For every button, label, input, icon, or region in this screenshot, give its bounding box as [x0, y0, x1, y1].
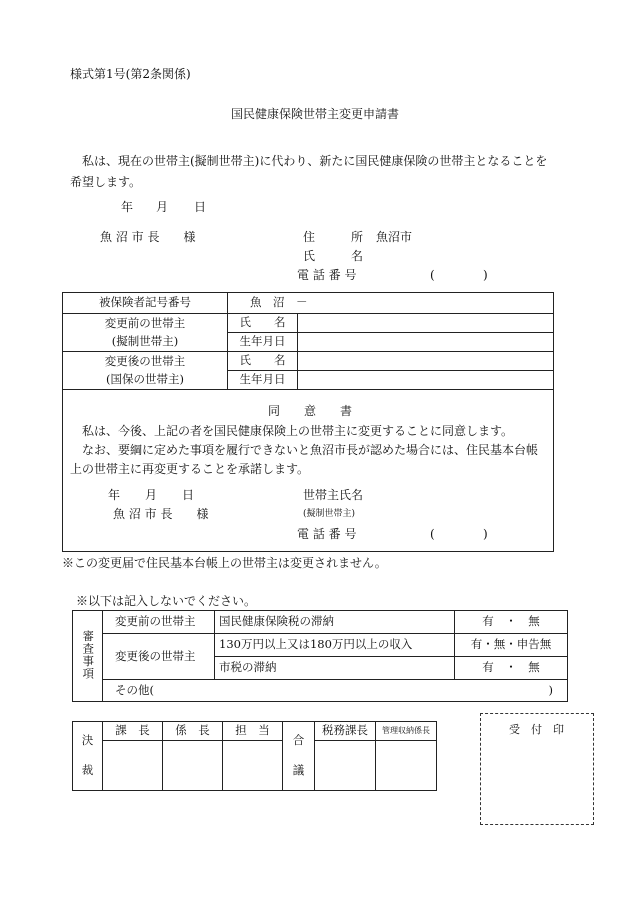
tax-division-chief-stamp[interactable] [315, 741, 376, 791]
tax-division-chief-header: 税務課長 [315, 722, 376, 741]
phone-label: 電 話 番 号 [297, 268, 357, 282]
date-day-label: 日 [194, 200, 207, 214]
insured-number-label: 被保険者記号番号 [63, 293, 228, 314]
consent-line-2: なお、要綱に定めた事項を履行できないと魚沼市長が認めた場合には、住民基本台帳 [82, 443, 539, 457]
subsection-chief-stamp[interactable] [163, 741, 223, 791]
consent-phone-label: 電 話 番 号 [297, 527, 357, 541]
insured-number-field[interactable]: 魚 沼 － [228, 293, 554, 314]
consent-line-3: 上の世帯主に再変更することを承諾します。 [70, 462, 310, 476]
staff-header: 担 当 [223, 722, 283, 741]
consent-phone-paren-close: ) [483, 527, 488, 541]
review-item-income: 130万円以上又は180万円以上の収入 [215, 634, 455, 657]
review-side-label: 審査事項 [73, 611, 103, 702]
before-birth-field[interactable] [298, 333, 554, 352]
review-item-city-tax: 市税の滞納 [215, 657, 455, 680]
after-birth-field[interactable] [298, 371, 554, 390]
section-chief-header: 課 長 [103, 722, 163, 741]
before-head-sublabel: (擬制世帯主) [63, 333, 228, 352]
insured-table [62, 292, 554, 390]
office-use-note: ※以下は記入しないでください。 [76, 594, 257, 608]
address-value: 魚沼市 [376, 230, 413, 244]
date-year-label: 年 [121, 200, 134, 214]
before-name-field[interactable] [298, 314, 554, 333]
name-label: 氏 名 [303, 249, 364, 263]
collection-chief-stamp[interactable] [376, 741, 437, 791]
before-head-label: 変更前の世帯主 [63, 314, 228, 333]
after-birth-label: 生年月日 [228, 371, 298, 390]
subsection-chief-header: 係 長 [163, 722, 223, 741]
approval-table [72, 721, 437, 791]
form-number: 様式第1号(第2条関係) [70, 67, 191, 81]
review-table [72, 610, 568, 702]
consent-day-label: 日 [182, 488, 195, 502]
review-other-close: ) [548, 683, 553, 697]
after-head-label: 変更後の世帯主 [63, 352, 228, 371]
review-item-tax-arrears: 国民健康保険税の滞納 [215, 611, 455, 634]
after-head-sublabel: (国保の世帯主) [63, 371, 228, 390]
staff-stamp[interactable] [223, 741, 283, 791]
review-item-income-options[interactable]: 有・無・申告無 [455, 634, 568, 657]
notice-text: ※この変更届で住民基本台帳上の世帯主は変更されません。 [62, 556, 387, 570]
intro-line-1: 私は、現在の世帯主(擬制世帯主)に代わり、新たに国民健康保険の世帯主となることを [82, 154, 548, 168]
after-name-field[interactable] [298, 352, 554, 371]
household-head-name-label: 世帯主氏名 [303, 488, 364, 502]
before-name-label: 氏 名 [228, 314, 298, 333]
phone-paren-close: ) [483, 268, 488, 282]
household-head-sublabel: (擬制世帯主) [303, 509, 356, 519]
consent-year-label: 年 [108, 488, 121, 502]
consent-phone-paren-open: ( [430, 527, 435, 541]
address-label: 住 所 [303, 230, 364, 244]
page-title: 国民健康保険世帯主変更申請書 [231, 107, 400, 121]
consent-addressee: 魚 沼 市 長 様 [113, 507, 209, 521]
review-item-tax-arrears-options[interactable]: 有 ・ 無 [455, 611, 568, 634]
addressee: 魚 沼 市 長 様 [100, 230, 196, 244]
after-name-label: 氏 名 [228, 352, 298, 371]
date-month-label: 月 [156, 200, 169, 214]
section-chief-stamp[interactable] [103, 741, 163, 791]
review-other-field[interactable] [103, 680, 568, 702]
consent-line-1: 私は、今後、上記の者を国民健康保険上の世帯主に変更することに同意します。 [82, 424, 514, 438]
intro-line-2: 希望します。 [70, 175, 142, 189]
receipt-stamp-label: 受 付 印 [509, 723, 564, 736]
collection-chief-header: 管理収納係長 [376, 722, 437, 741]
review-before-label: 変更前の世帯主 [103, 611, 215, 634]
decision-label: 決 裁 [73, 722, 103, 791]
consultation-label: 合 議 [283, 722, 315, 791]
review-other-label: その他( [115, 682, 154, 697]
consent-month-label: 月 [145, 488, 158, 502]
review-after-label: 変更後の世帯主 [103, 634, 215, 680]
phone-paren-open: ( [430, 268, 435, 282]
review-item-city-tax-options[interactable]: 有 ・ 無 [455, 657, 568, 680]
before-birth-label: 生年月日 [228, 333, 298, 352]
consent-title: 同 意 書 [268, 404, 353, 418]
